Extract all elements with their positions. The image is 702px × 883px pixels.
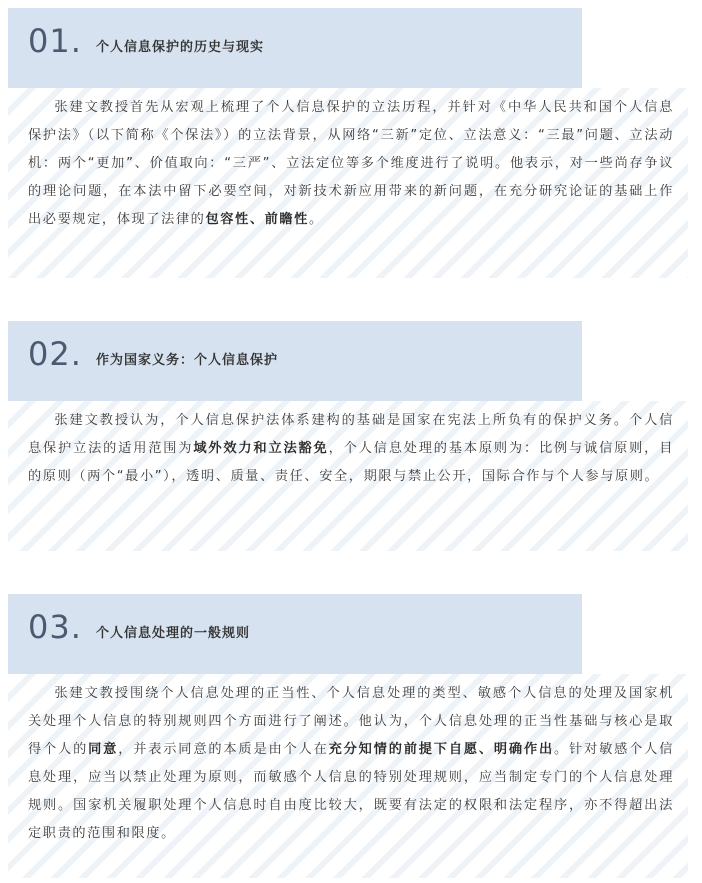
text-run: ，并表示同意的本质是由个人在	[118, 742, 329, 757]
text-run: 。针对敏感个人信息处理，应当以禁止处理为原则，而敏感个人信息的特别处理规则，应当制定专门的个人信息处理规则。国家机关履职处理个人信息时自由度比较大，既要有法定的权限和法定程序，亦不得超出法定职责的范围和限度。	[28, 742, 674, 841]
section-2-number: 02.	[28, 335, 82, 373]
text-run: 张建文教授围绕个人信息处理的正当性、个人信息处理的类型、敏感个人信息的处理及国家机关处理个人信息的特别规则四个方面进行了阐述。他认为，个人信息处理的正当性基础与核心是取得个人的	[28, 686, 674, 757]
section-1-header	[8, 8, 582, 88]
text-run: 张建文教授首先从宏观上梳理了个人信息保护的立法历程，并针对《中华人民共和国个人信息保护法》（以下简称《个保法》）的立法背景，从网络“三新”定位、立法意义：“三最”问题、立法动机：两个“更加”、价值取向：“三严”、立法定位等多个维度进行了说明。他表示，对一些尚存争议的理论问题，在本法中留下必要空间，对新技术新应用带来的新问题，在充分研究论证的基础上作出必要规定，体现了法律的	[28, 100, 674, 227]
emphasis-text: 同意	[88, 742, 119, 757]
text-run: 张建文教授认为，个人信息保护法体系建构的基础是国家在宪法上所负有的保护义务。个人信息保护立法的适用范围为	[28, 413, 674, 456]
section-2	[8, 321, 698, 551]
section-2-paragraph	[8, 401, 688, 491]
emphasis-text: 包容性、前瞻性	[205, 212, 309, 227]
section-1	[8, 8, 698, 280]
section-2-body	[8, 401, 688, 551]
section-3-number: 03.	[28, 608, 82, 646]
section-3-title: 个人信息处理的一般规则	[96, 626, 251, 641]
section-1-paragraph	[8, 88, 688, 234]
emphasis-text: 域外效力和立法豁免	[193, 441, 329, 456]
section-3	[8, 594, 698, 878]
section-3-paragraph	[8, 674, 688, 848]
section-2-header	[8, 321, 582, 401]
section-1-number: 01.	[28, 22, 82, 60]
emphasis-text: 充分知情的前提下自愿、明确作出	[328, 742, 555, 757]
section-2-title: 作为国家义务：个人信息保护	[96, 353, 279, 368]
section-1-body	[8, 88, 688, 278]
section-1-title: 个人信息保护的历史与现实	[96, 40, 265, 55]
section-3-body	[8, 674, 688, 878]
section-3-header	[8, 594, 582, 674]
text-run: ，个人信息处理的基本原则为：比例与诚信原则，目的原则（两个“最小”），透明、质量、责任、安全，期限与禁止公开，国际合作与个人参与原则。	[28, 441, 674, 484]
text-run: 。	[308, 212, 324, 227]
